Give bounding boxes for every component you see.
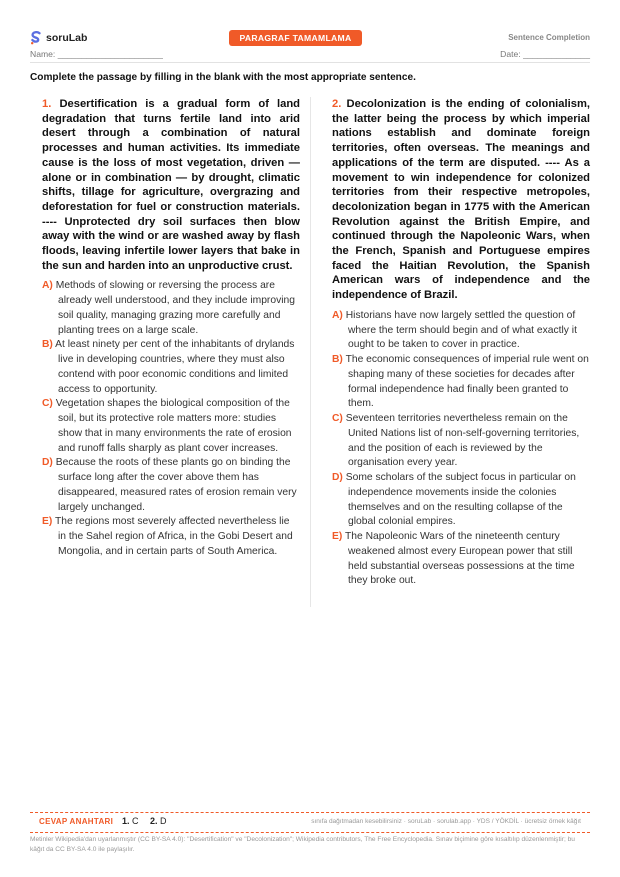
column-divider [310,97,311,607]
credits-text: Metinler Wikipedia'dan uyarlanmıştır (CC BY-SA 4.0): "Desertification" ve "Decolonization"; Wikipedia contributors, The Free Encyclopedia. Sınav biçimine göre kısaltılıp düzenlenmiştir; bu kâğıt da CC BY-SA 4.0 ile paylaşılır. [30,836,575,853]
option-text: Methods of slowing or reversing the process are already well understood, and they include improving soil quality, managing grazing more carefully and planting trees on a large scale. [55,280,295,336]
logo-text: soruLab [46,32,88,44]
option-text: The regions most severely affected nevertheless lie in the Sahel region of Africa, in the Gobi Desert and Mongolia, and in certain parts of South America. [54,516,293,557]
option-c[interactable] [42,397,300,456]
option-text: Some scholars of the subject focus in particular on independence movements inside the colonies themselves and on the resulting collapse of the global colonial empires. [345,472,576,528]
option-e[interactable] [42,515,300,559]
answer-key-item [150,816,167,826]
option-a[interactable] [42,279,300,338]
passage-text: Desertification is a gradual form of land degradation that turns fertile land into arid desert through a combination of natural processes and human activities. Its immediate cause is the loss of most vegetation, driven — alone or in combination — by drought, climatic shifts, tillage for agriculture, overgrazing and deforestation for fuel or construction materials. ---- Unprotected dry soil surfaces then blow away with the wind or are washed away by flash floods, leaving infertile lower layers that bake in the sun and harden into an unproductive crust. [42,98,301,272]
student-fields [30,49,590,61]
option-letter: C) [42,398,53,410]
option-letter: C) [332,413,343,425]
option-letter: A) [332,309,343,321]
answer-number: 2. [150,816,158,826]
option-d[interactable] [42,456,300,515]
header-divider [30,62,590,63]
instruction: Complete the passage by filling in the blank with the most appropriate sentence. [30,72,416,83]
section-type-label: Sentence Completion [508,33,590,42]
answer-letter: D [160,816,167,826]
passage-text: Decolonization is the ending of colonialism, the latter being the process by which imperial nations establish and dominate foreign territories, often overseas. The meanings and applications of the term are disputed. ---- As a movement to win independence for colonized territories from their respective metropoles, decolonization began in 1775 with the American Revolution against the British Empire, and continued through the Napoleonic Wars, when the French, Spanish and Portuguese empires faced the Haitian Revolution, the Spanish American wars of independence and the independence of Brazil. [332,98,590,302]
page-header [30,28,590,50]
option-text: Because the roots of these plants go on binding the surface long after the cover above them has disappeared, measured rates of erosion remain very largely unchanged. [55,457,297,513]
option-letter: B) [332,354,343,366]
sorulab-logo-icon [30,31,42,45]
option-letter: A) [42,280,53,292]
option-text: Vegetation shapes the biological composition of the soil, but its protective role matters more: studies show that in many environments the rate of erosion and runoff falls sharply as plant cover increases. [55,398,292,454]
option-a[interactable] [332,309,590,353]
logo [30,31,87,45]
option-text: The economic consequences of imperial rule went on shaping many of these societies for decades after formal independence had finally been granted to them. [345,354,589,410]
option-b[interactable] [42,338,300,397]
option-text: Seventeen territories nevertheless remain on the United Nations list of non-self-governing territories, and the position of each is reviewed by the organisation every year. [345,413,580,469]
option-text: The Napoleonic Wars of the nineteenth century weakened almost every European power that still held substantial overseas possessions at the time they broke out. [344,531,575,587]
answer-key-bar [30,812,590,833]
options-list [332,309,590,589]
option-text: At least ninety per cent of the inhabitants of drylands live in developing countries, where they must also contend with poor economic conditions and limited access to opportunity. [55,339,295,395]
footer-note: sınıfa dağıtmadan kesebilirsiniz · soruLab · sorulab.app · YDS / YÖKDİL · ücretsiz örnek kâğıt [311,818,581,825]
option-e[interactable] [332,530,590,589]
answer-letter: C [132,816,139,826]
question-2 [332,97,590,589]
option-letter: B) [42,339,53,351]
section-badge: PARAGRAF TAMAMLAMA [229,30,362,46]
option-letter: D) [42,457,53,469]
name-field: Name: ______________________ [30,49,163,59]
option-c[interactable] [332,412,590,471]
options-list [42,279,300,559]
option-letter: D) [332,472,343,484]
passage [332,97,590,303]
option-d[interactable] [332,471,590,530]
answer-key-label: CEVAP ANAHTARI [39,817,114,826]
question-1 [42,97,300,560]
option-letter: E) [332,531,343,543]
date-field: Date: ______________ [500,49,590,59]
option-b[interactable] [332,353,590,412]
question-number: 2. [332,98,342,110]
option-text: Historians have now largely settled the question of where the term should begin and of what exactly it ought to be taken to cover in practice. [345,309,577,351]
question-number: 1. [42,98,52,110]
answer-key-item [122,816,139,826]
passage [42,97,300,273]
option-letter: E) [42,516,53,528]
answer-number: 1. [122,816,130,826]
